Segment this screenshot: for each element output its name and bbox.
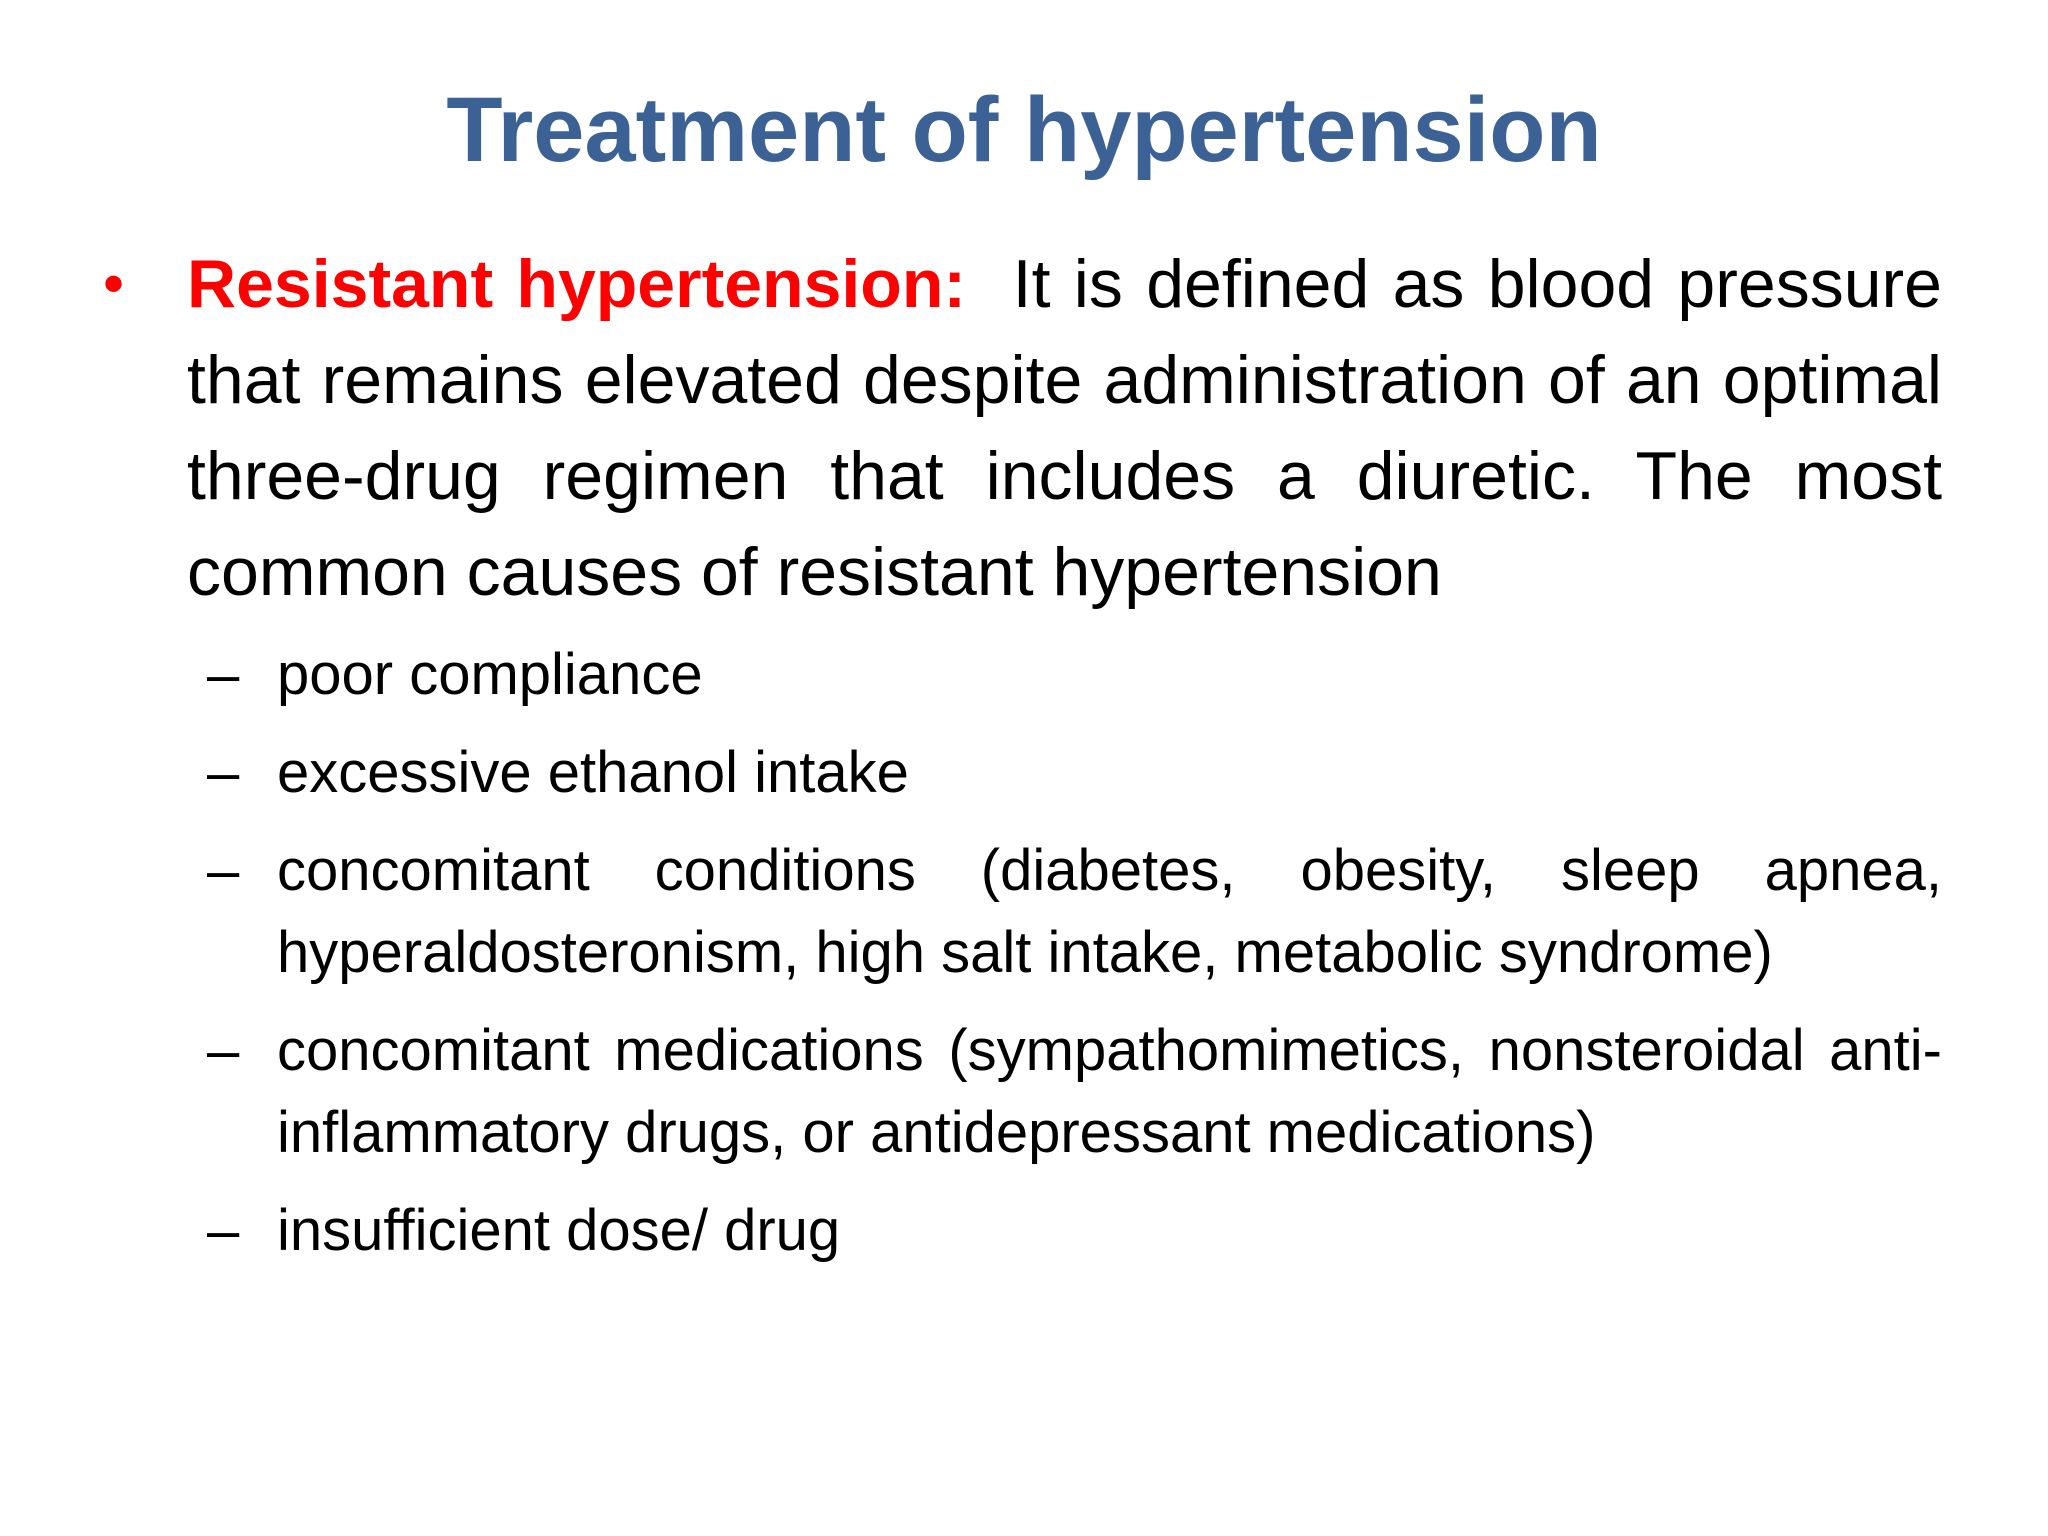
- list-item: [207, 1190, 1942, 1272]
- dash-marker: –: [207, 740, 240, 805]
- bullet-lead-term: Resistant hypertension:: [187, 246, 967, 322]
- list-item: [207, 732, 1942, 814]
- list-item-text: concomitant conditions (diabetes, obesity, sleep apnea, hyperaldosteronism, high salt intake, metabolic syndrome): [277, 838, 1942, 985]
- list-item: [207, 830, 1942, 994]
- slide-content: [0, 236, 2048, 1288]
- list-item-text: insufficient dose/ drug: [277, 1198, 841, 1263]
- dash-marker: –: [207, 642, 240, 707]
- dash-marker: –: [207, 838, 240, 903]
- bullet-definition-text: It is defined as blood pressure that remains elevated despite administration of an optimal three-drug regimen that includes a diuretic. The most common causes of resistant hypertension: [187, 246, 1942, 610]
- list-item-text: excessive ethanol intake: [277, 740, 909, 805]
- list-item: [207, 634, 1942, 716]
- list-item: [207, 1010, 1942, 1174]
- dash-marker: –: [207, 1198, 240, 1263]
- list-item-text: concomitant medications (sympathomimetics, nonsteroidal anti-inflammatory drugs, or antidepressant medications): [277, 1018, 1942, 1165]
- list-item-text: poor compliance: [277, 642, 703, 707]
- causes-list: [0, 634, 2048, 1272]
- bullet-marker: •: [103, 250, 125, 317]
- slide-title: Treatment of hypertension: [446, 79, 1602, 181]
- dash-marker: –: [207, 1018, 240, 1083]
- bullet-item-resistant-hypertension: [103, 236, 1942, 620]
